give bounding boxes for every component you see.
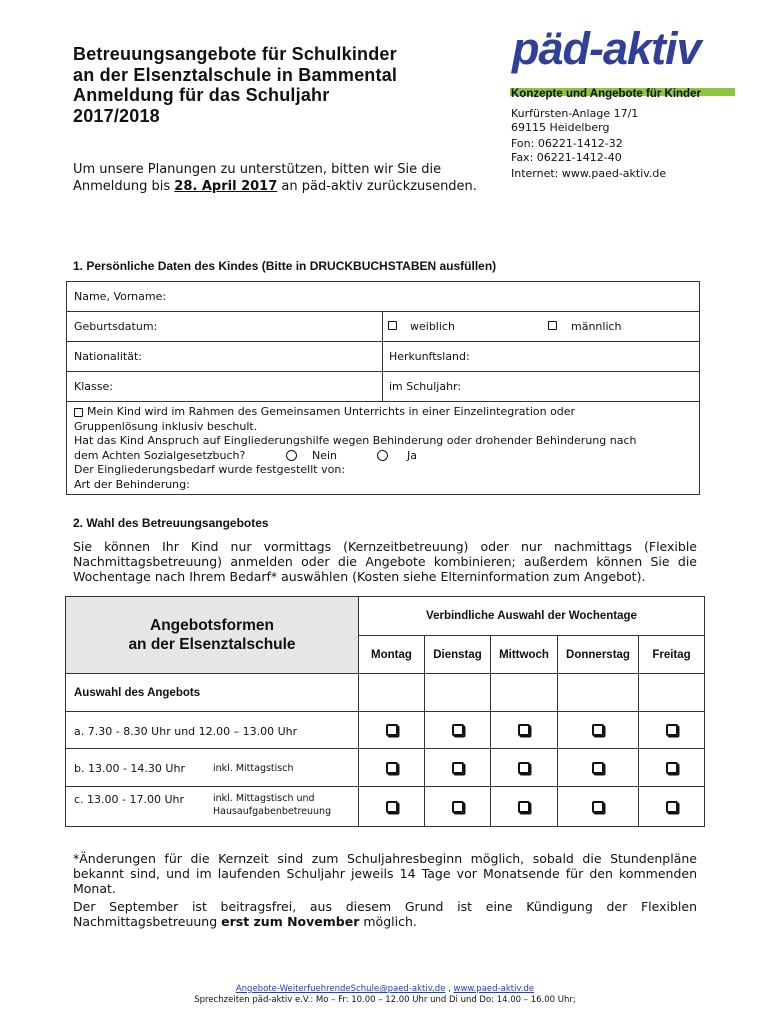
day-checkbox[interactable] — [518, 801, 530, 813]
address-line-2: 69115 Heidelberg — [511, 121, 610, 134]
integration-line-6: Art der Behinderung: — [74, 477, 190, 491]
personal-data-form — [66, 281, 700, 495]
footer — [0, 984, 770, 1006]
nationality-row — [67, 342, 699, 372]
integration-line-2: Gruppenlösung inklusiv beschult. — [74, 419, 258, 433]
yes-radio[interactable] — [377, 450, 388, 461]
intro-text — [73, 161, 493, 195]
september-part-2: möglich. — [359, 914, 417, 929]
offer-time: a. 7.30 - 8.30 Uhr und 12.00 – 13.00 Uhr — [74, 725, 298, 738]
integration-line-3: Hat das Kind Anspruch auf Eingliederungshilfe wegen Behinderung oder drohender Behinderung nach — [74, 434, 637, 447]
selection-row-cell — [425, 674, 491, 712]
september-bold: erst zum November — [221, 914, 360, 929]
fax: Fax: 06221-1412-40 — [511, 151, 622, 164]
day-checkbox[interactable] — [592, 801, 604, 813]
selection-row-cell — [359, 674, 425, 712]
nationality-field[interactable] — [67, 342, 383, 371]
offer-row-label — [66, 787, 359, 826]
birthdate-row — [67, 312, 699, 342]
integration-line-4: dem Achten Sozialgesetzbuch? — [74, 448, 246, 462]
selection-label: Auswahl des Angebots — [66, 674, 359, 712]
name-label: Name, Vorname: — [74, 290, 167, 303]
offer-note: inkl. Mittagstisch und Hausaufgabenbetreuung — [213, 793, 332, 817]
offers-title-line-2: an der Elsenztalschule — [128, 636, 296, 653]
school-year-label: im Schuljahr: — [389, 380, 462, 393]
selection-row-cell — [558, 674, 639, 712]
offer-day-cell — [639, 787, 704, 826]
footer-website-link[interactable]: www.paed-aktiv.de — [453, 984, 535, 994]
offer-day-cell — [359, 787, 425, 826]
offer-time: b. 13.00 - 14.30 Uhr — [74, 762, 185, 775]
day-checkbox[interactable] — [518, 762, 530, 774]
day-checkbox[interactable] — [666, 762, 678, 774]
offer-day-cell — [639, 712, 704, 749]
selection-row-cell — [491, 674, 558, 712]
integration-line-5: Der Eingliederungsbedarf wurde festgestellt von: — [74, 463, 346, 476]
origin-field[interactable] — [383, 342, 699, 371]
changes-note: *Änderungen für die Kernzeit sind zum Schuljahresbeginn möglich, sobald die Stundenpläne bekannt sind, und im laufenden Schuljahr jeweils 14 Tage vor Monatsende für den kommenden Monat. — [73, 851, 697, 896]
offer-day-cell — [558, 787, 639, 826]
intro-part-1: Um unsere Planungen zu unterstützen, bitten wir Sie die Anmeldung bis — [73, 162, 442, 194]
offer-row-label — [66, 712, 359, 749]
birthdate-field[interactable] — [67, 312, 383, 341]
title-line-4: 2017/2018 — [73, 105, 160, 126]
day-checkbox[interactable] — [518, 724, 530, 736]
yes-label: Ja — [407, 448, 417, 462]
female-label: weiblich — [410, 320, 455, 333]
title-line-2: an der Elsenztalschule in Bammental — [73, 64, 398, 85]
male-checkbox[interactable] — [548, 321, 557, 330]
offer-day-cell — [491, 787, 558, 826]
school-year-field[interactable] — [383, 372, 699, 401]
origin-label: Herkunftsland: — [389, 350, 470, 363]
offer-day-cell — [359, 749, 425, 787]
day-header-3: Donnerstag — [558, 636, 639, 674]
offers-title-line-1: Angebotsformen — [150, 617, 274, 634]
offer-table — [65, 596, 705, 827]
no-radio[interactable] — [286, 450, 297, 461]
intro-part-2: an päd-aktiv zurückzusenden. — [277, 179, 477, 194]
title-line-3: Anmeldung für das Schuljahr — [73, 85, 330, 105]
footer-hours: Sprechzeiten päd-aktiv e.V.: Mo – Fr: 10.00 – 12.00 Uhr und Di und Do: 14.00 – 16.00 Uhr; — [194, 995, 576, 1005]
selection-row-cell — [639, 674, 704, 712]
offer-day-cell — [359, 712, 425, 749]
offer-day-cell — [558, 712, 639, 749]
company-contact — [511, 137, 623, 165]
day-header-0: Montag — [359, 636, 425, 674]
day-checkbox[interactable] — [452, 801, 464, 813]
section-2-text: Sie können Ihr Kind nur vormittags (Kernzeitbetreuung) oder nur nachmittags (Flexible Nachmittagsbetreuung) anmelden oder die Angebote kombinieren; außerdem können Sie die Wochentage nach Ihrem Bedarf* auswählen (Kosten siehe Elterninformation zum Angebot). — [73, 539, 697, 584]
offer-time: c. 13.00 - 17.00 Uhr — [74, 793, 185, 806]
section-2-heading: 2. Wahl des Betreuungsangebotes — [73, 516, 269, 530]
name-row[interactable] — [67, 282, 699, 312]
day-checkbox[interactable] — [452, 762, 464, 774]
offer-note: inkl. Mittagstisch — [213, 763, 294, 774]
deadline-date: 28. April 2017 — [174, 179, 278, 194]
class-label: Klasse: — [74, 380, 113, 393]
paed-aktiv-logo — [510, 23, 736, 79]
company-internet: Internet: www.paed-aktiv.de — [511, 167, 667, 180]
day-checkbox[interactable] — [666, 724, 678, 736]
offer-day-cell — [425, 787, 491, 826]
class-field[interactable] — [67, 372, 383, 401]
day-header-2: Mittwoch — [491, 636, 558, 674]
day-checkbox[interactable] — [452, 724, 464, 736]
offer-day-cell — [425, 749, 491, 787]
offers-title-cell — [66, 597, 359, 674]
day-header-1: Dienstag — [425, 636, 491, 674]
offer-day-cell — [558, 749, 639, 787]
page-title — [73, 44, 473, 126]
section-1-heading: 1. Persönliche Daten des Kindes (Bitte in DRUCKBUCHSTABEN ausfüllen) — [73, 259, 497, 273]
weekday-header: Verbindliche Auswahl der Wochentage — [359, 597, 704, 636]
footer-separator: , — [445, 984, 454, 994]
company-tagline: Konzepte und Angebote für Kinder — [511, 88, 701, 100]
class-row — [67, 372, 699, 402]
offer-day-cell — [491, 749, 558, 787]
september-part-1: Der September ist beitragsfrei, aus diesem Grund ist eine Kündigung der Flexiblen Nachmittagsbetreuung — [73, 899, 697, 929]
birthdate-label: Geburtsdatum: — [74, 320, 158, 333]
logo-text: päd-aktiv — [512, 23, 701, 74]
integration-block — [67, 402, 699, 494]
day-checkbox[interactable] — [666, 801, 678, 813]
day-checkbox[interactable] — [386, 801, 398, 813]
no-label: Nein — [312, 448, 338, 462]
integration-checkbox[interactable] — [74, 408, 83, 417]
nationality-label: Nationalität: — [74, 350, 142, 363]
phone: Fon: 06221-1412-32 — [511, 137, 623, 150]
footer-email-link[interactable]: Angebote-WeiterfuehrendeSchule@paed-aktiv.de — [235, 984, 446, 994]
integration-line-1: Mein Kind wird im Rahmen des Gemeinsamen Unterrichts in einer Einzelintegration oder — [87, 405, 576, 418]
offer-day-cell — [491, 712, 558, 749]
company-address — [511, 107, 638, 135]
day-checkbox[interactable] — [592, 762, 604, 774]
title-line-1: Betreuungsangebote für Schulkinder — [73, 44, 397, 64]
day-checkbox[interactable] — [386, 724, 398, 736]
day-checkbox[interactable] — [592, 724, 604, 736]
day-checkbox[interactable] — [386, 762, 398, 774]
offer-day-cell — [639, 749, 704, 787]
september-note — [73, 899, 697, 929]
address-line-1: Kurfürsten-Anlage 17/1 — [511, 107, 639, 120]
offer-day-cell — [425, 712, 491, 749]
male-label: männlich — [571, 320, 622, 333]
female-checkbox[interactable] — [388, 321, 397, 330]
offer-row-label — [66, 749, 359, 787]
day-header-4: Freitag — [639, 636, 704, 674]
